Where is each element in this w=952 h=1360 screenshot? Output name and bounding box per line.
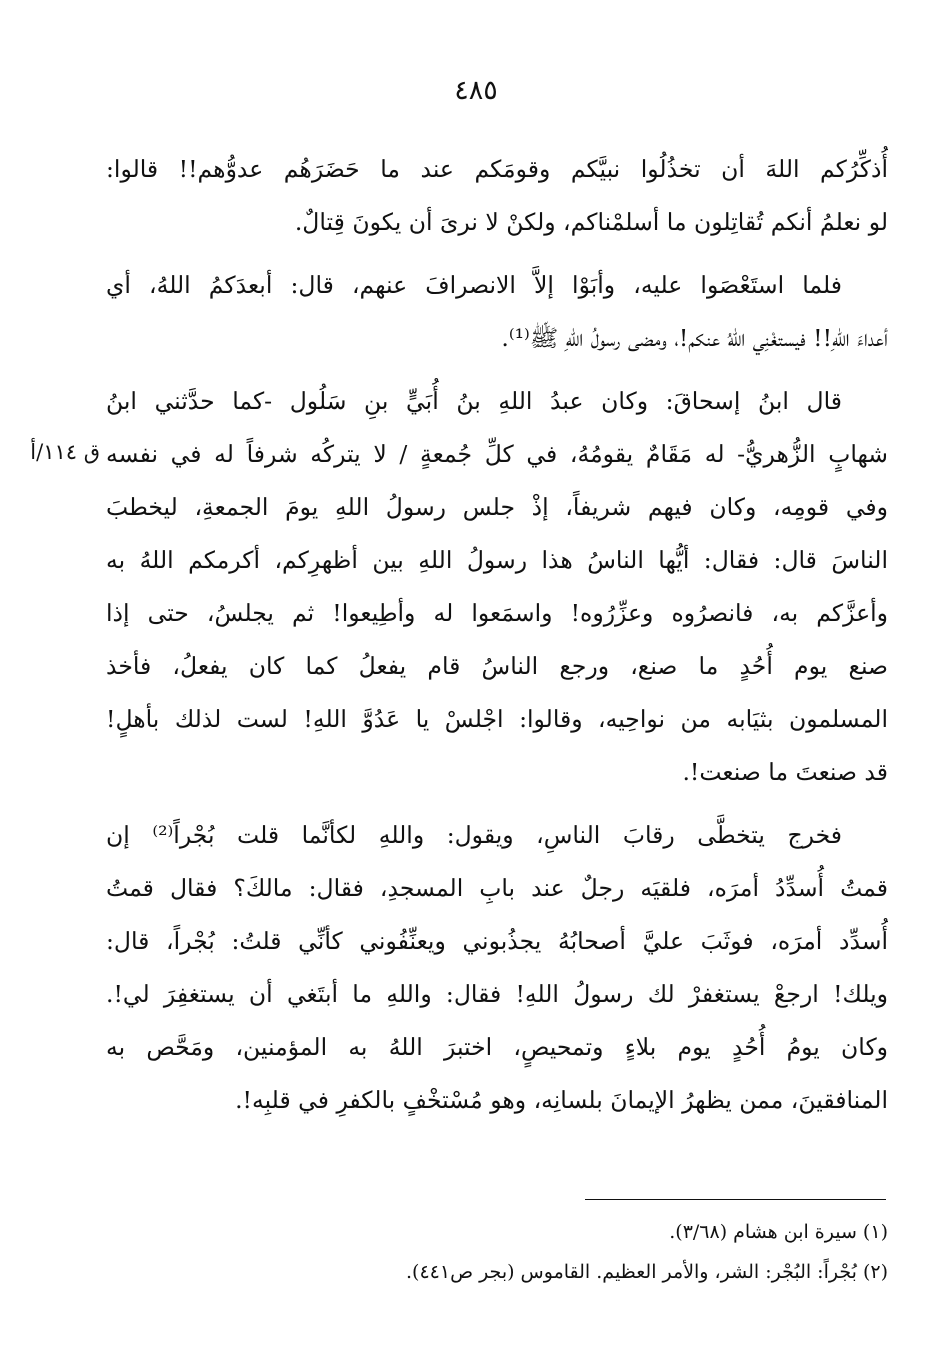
footnote: (٢) بُجْراً: البُجْر: الشر، والأمر العظيم. القاموس (بجر ص٤٤١).	[405, 1261, 888, 1283]
text-line: فخرج يتخطَّى رقابَ الناسِ، ويقول: واللهِ لكأنَّما قلت بُجْراً⁽²⁾ إن	[106, 821, 842, 849]
paragraph	[106, 809, 888, 1127]
text-line: وفي قومِه، وكان فيهم شريفاً، إذْ جلس رسولُ اللهِ يومَ الجمعةِ، ليخطبَ	[106, 493, 888, 521]
page-number: ٤٨٥	[454, 75, 498, 106]
paragraph	[106, 259, 888, 365]
text-line: قال ابنُ إسحاقَ: وكان عبدُ اللهِ بنُ أُبَيٍّ بنِ سَلُول -كما حدَّثني ابنُ	[106, 387, 842, 415]
text-line: أُسدِّد أمرَه، فوثَبَ عليَّ أصحابُهُ يجذُبوني ويعنِّفُوني كأنِّي قلتُ: بُجْراً، قال:	[106, 927, 888, 955]
text-line: المنافقينَ، ممن يظهرُ الإيمانَ بلسانِه، وهو مُسْتخْفٍ بالكفرِ في قلبِه!.	[235, 1086, 888, 1114]
body-text	[106, 143, 888, 1127]
text-line: لو نعلمُ أنكم تُقاتِلون ما أسلمْناكم، ولكنْ لا نرىَ أن يكونَ قِتالٌ.	[294, 208, 888, 236]
text-line: وأعزَّكم به، فانصرُوه وعزِّرُوه! واسمَعوا له وأطِيعوا! ثم يجلسُ، حتى إذا	[106, 599, 888, 627]
text-line: قد صنعتَ ما صنعت!.	[682, 758, 888, 786]
text-line: أُذكِّرُكم اللهَ أن تخذُلُوا نبيَّكم وقومَكم عند ما حَضَرَهُم عدوُّهم!! قالوا:	[106, 155, 888, 183]
footnotes	[106, 1212, 888, 1292]
text-line: وكان يومُ أُحُدٍ يوم بلاءٍ وتمحيصٍ، اختبرَ اللهُ به المؤمنين، ومَحَّص به	[106, 1033, 888, 1061]
text-line: فلما استَعْصَوا عليه، وأبَوْا إلاَّ الانصرافَ عنهم، قال: أبعدَكمُ اللهُ، أي	[106, 271, 842, 299]
text-line: ويلك! ارجعْ يستغفرْ لك رسولُ اللهِ! فقال: واللهِ ما أبتَغي أن يستغفِرَ لي!.	[106, 980, 888, 1008]
footnote-separator	[585, 1199, 886, 1200]
text-line: المسلمون بثيَابه من نواحِيه، وقالوا: اجْلسْ يا عَدُوَّ اللهِ! لست لذلك بأهلٍ!	[106, 705, 888, 733]
text-line: أعداءَ اللهِ!! فيستغْنِي اللهُ عنكم!، ومضى رسولُ اللهِ ﷺ⁽¹⁾.	[501, 324, 888, 352]
manuscript-folio-note: ق ١١٤/أ	[30, 440, 100, 464]
paragraph	[106, 143, 888, 249]
text-line: الناسَ قال: فقال: أيُّها الناسُ هذا رسولُ اللهِ بين أظهرِكم، أكرمكم اللهُ به	[106, 546, 888, 574]
footnote: (١) سيرة ابن هشام (٣/٦٨).	[669, 1221, 888, 1243]
text-line: قمتُ أُسدِّدُ أمرَه، فلقيَه رجلٌ عند بابِ المسجدِ، فقال: مالكَ؟ فقال قمتُ	[106, 874, 888, 902]
text-line: شهابٍ الزُّهريُّ- له مَقَامٌ يقومُهُ، في كلِّ جُمعةٍ / لا يتركُه شرفاً له في نفسه	[106, 440, 888, 468]
text-line: صنع يوم أُحُدٍ ما صنع، ورجع الناسُ قام يفعلُ كما كان يفعلُ، فأخذ	[106, 652, 888, 680]
paragraph	[106, 375, 888, 799]
